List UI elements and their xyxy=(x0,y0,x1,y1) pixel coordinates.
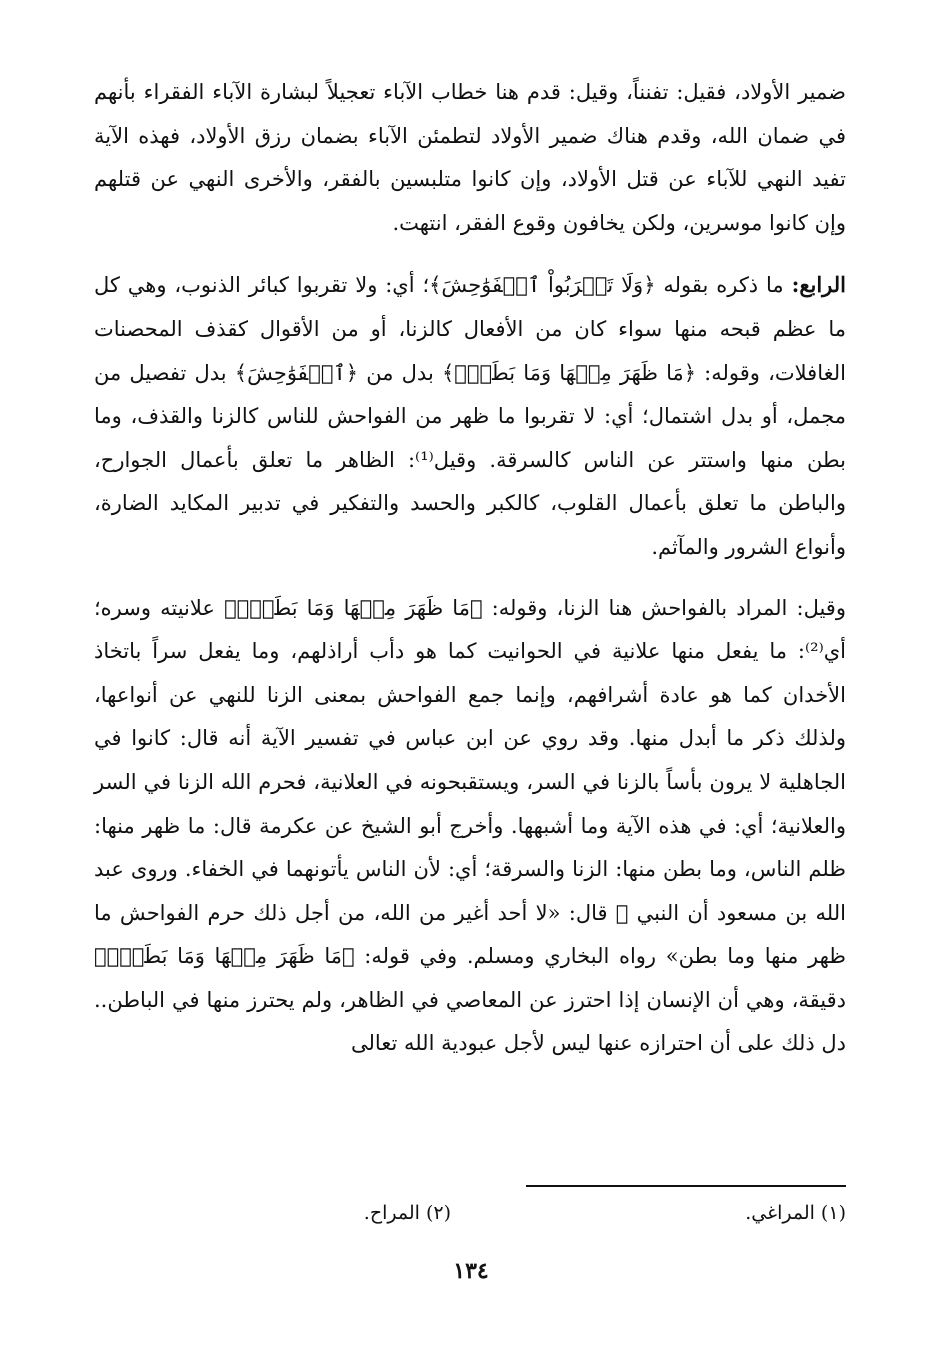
footnotes xyxy=(94,1202,846,1232)
page-body xyxy=(94,70,846,1066)
footnote-2: (٢) المراح. xyxy=(363,1202,451,1224)
paragraph-2-lead: الرابع: xyxy=(791,272,846,298)
paragraph-1 xyxy=(94,70,846,245)
paragraph-3-text: وقيل: المراد بالفواحش هنا الزنا، وقوله: ﴿مَا ظَهَرَ مِنۡهَا وَمَا بَطَنَۖ﴾ علانيته وسره؛ أي⁽²⁾: ما يفعل منها علانية في الحوانيت كما هو دأب أراذلهم، وما يفعل سراً باتخاذ الأخدان كما هو عادة أشرافهم، وإنما جمع الفواحش بمعنى الزنا للنهي عن أنواعها، ولذلك ذكر ما أبدل منها. وقد روي عن ابن عباس في تفسير الآية أنه قال: كانوا في الجاهلية لا يرون بأساً بالزنا في السر، ويستقبحونه في العلانية، فحرم الله الزنا في السر والعلانية؛ أي: في هذه الآية وما أشبهها. وأخرج أبو الشيخ عن عكرمة قال: ما ظهر منها: ظلم الناس، وما بطن منها: الزنا والسرقة؛ أي: لأن الناس يأتونهما في الخفاء. وروى عبد الله بن مسعود أن النبي ﷺ قال: «لا أحد أغير من الله، من أجل ذلك حرم الفواحش ما ظهر منها وما بطن» رواه البخاري ومسلم. وفي قوله: ﴿مَا ظَهَرَ مِنۡهَا وَمَا بَطَنَۖ﴾ دقيقة، وهي أن الإنسان إذا احترز عن المعاصي في الظاهر، ولم يحترز منها في الباطن.. دل ذلك على أن احترازه عنها ليس لأجل عبودية الله تعالى xyxy=(94,595,847,1056)
paragraph-1-text: ضمير الأولاد، فقيل: تفنناً، وقيل: قدم هنا خطاب الآباء تعجيلاً لبشارة الآباء الفقراء بأنهم في ضمان الله، وقدم هناك ضمير الأولاد لتطمئن الآباء بضمان رزق الأولاد، فهذه الآية تفيد النهي للآباء عن قتل الأولاد، وإن كانوا متلبسين بالفقر، والأخرى النهي عن قتلهم وإن كانوا موسرين، ولكن يخافون وقوع الفقر، انتهت. xyxy=(94,80,846,235)
paragraph-2-text: ما ذكره بقوله ﴿وَلَا تَقۡرَبُواْ ٱلۡفَوَٰحِشَ﴾؛ أي: ولا تقربوا كبائر الذنوب، وهي كل ما عظم قبحه منها سواء كان من الأفعال كالزنا، أو من الأقوال كقذف المحصنات الغافلات، وقوله: ﴿مَا ظَهَرَ مِنۡهَا وَمَا بَطَنَۖ﴾ بدل من ﴿ٱلۡفَوَٰحِشَ﴾ بدل تفصيل من مجمل، أو بدل اشتمال؛ أي: لا تقربوا ما ظهر من الفواحش للناس كالزنا والقذف، وما بطن منها واستتر عن الناس كالسرقة. وقيل⁽¹⁾: الظاهر ما تعلق بأعمال الجوارح، والباطن ما تعلق بأعمال القلوب، كالكبر والحسد والتفكير في تدبير المكايد الضارة، وأنواع الشرور والمآثم. xyxy=(94,273,847,559)
footnote-divider xyxy=(526,1185,846,1187)
paragraph-2 xyxy=(94,263,846,569)
paragraph-3 xyxy=(94,586,846,1067)
page-number: ١٣٤ xyxy=(453,1258,489,1284)
footnote-1: (١) المراغي. xyxy=(745,1202,846,1224)
